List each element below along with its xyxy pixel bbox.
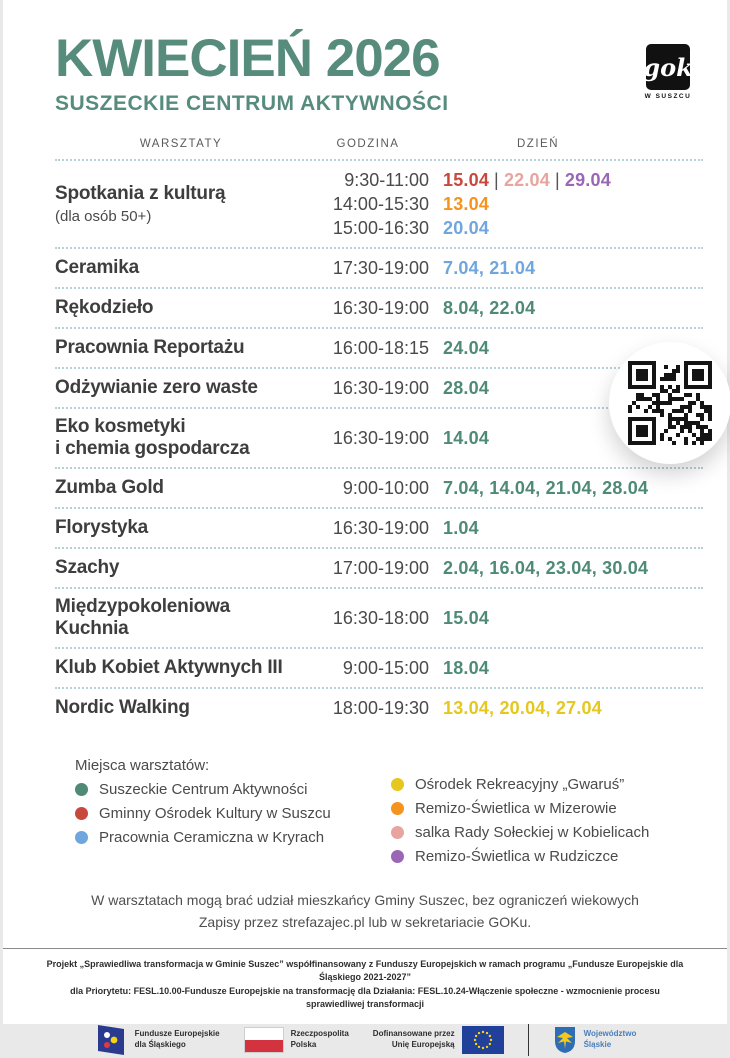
column-header-time: GODZINA: [336, 138, 400, 150]
location-color-dot: [75, 783, 88, 796]
workshop-time-cell: [307, 296, 429, 320]
workshop-time-cell: [307, 168, 429, 240]
workshop-name-cell: [55, 477, 307, 499]
info-line-2: Zapisy przez strefazajec.pl lub w sekretariacie GOKu.: [198, 913, 532, 930]
table-header-row: [55, 138, 703, 159]
workshop-name: Eko kosmetyki: [55, 416, 186, 437]
date-line: [443, 656, 703, 680]
workshop-name: Klub Kobiet Aktywnych III: [55, 657, 283, 679]
workshop-dates-cell: [429, 476, 703, 500]
workshop-name-cell: [55, 697, 307, 719]
date-value: 24.04: [443, 338, 490, 358]
workshop-dates-cell: [429, 606, 703, 630]
rzeczpospolita-polska-logo: [244, 1027, 349, 1053]
workshop-row: [55, 467, 703, 507]
legend-item-label: Suszeckie Centrum Aktywności: [99, 781, 308, 799]
date-value: 15.04: [443, 170, 490, 190]
workshop-row: [55, 247, 703, 287]
workshop-time-cell: [307, 516, 429, 540]
workshop-name-cell: [55, 657, 307, 679]
workshop-row: [55, 547, 703, 587]
wojewodztwo-slaskie-logo: [553, 1025, 637, 1055]
workshop-time-cell: [307, 696, 429, 720]
locations-legend: [3, 757, 727, 872]
poster: [3, 0, 727, 1049]
legend-item-label: Gminny Ośrodek Kultury w Suszcu: [99, 805, 331, 823]
workshop-row: [55, 159, 703, 247]
workshop-name: Szachy: [55, 557, 120, 579]
footer-divider: [3, 948, 727, 949]
workshop-name: Kuchnia: [55, 618, 129, 640]
workshop-time-cell: [307, 426, 429, 450]
column-header-workshops: WARSZTATY: [139, 138, 223, 150]
workshop-name: Międzypokoleniowa: [55, 596, 231, 618]
qr-code: [628, 361, 712, 445]
workshop-row: [55, 647, 703, 687]
workshop-name-cell: [55, 377, 307, 399]
legend-item-label: Pracownia Ceramiczna w Kryrach: [99, 829, 325, 847]
workshops-table-body: [55, 159, 703, 727]
date-line: [443, 216, 703, 240]
legend-item: [391, 776, 649, 793]
workshop-time-cell: [307, 256, 429, 280]
workshop-name-cell: [55, 337, 307, 359]
date-separator: |: [554, 170, 560, 190]
legend-title: Miejsca warsztatów:: [75, 757, 210, 775]
workshop-row: [55, 367, 703, 407]
date-value: 1.04: [443, 518, 479, 539]
time-value: 14:00-15:30: [332, 194, 429, 214]
silesia-crest-icon: [553, 1025, 577, 1055]
date-line: [443, 476, 703, 500]
unia-europejska-logo: [373, 1026, 504, 1054]
logos-divider: [528, 1024, 529, 1056]
workshop-name: Florystyka: [55, 517, 149, 539]
date-line: [443, 516, 703, 540]
gok-logo-box: [643, 44, 693, 90]
location-color-dot: [75, 831, 88, 844]
workshop-name: i chemia gospodarcza: [55, 438, 250, 460]
workshop-time-cell: [307, 376, 429, 400]
workshop-name-cell: [55, 297, 307, 319]
date-value: 13.04, 20.04, 27.04: [443, 698, 602, 719]
legend-item-label: salka Rady Sołeckiej w Kobielicach: [415, 824, 650, 842]
workshop-name: Nordic Walking: [55, 697, 190, 719]
workshop-name: Pracownia Reportażu: [55, 336, 245, 358]
date-value: 8.04, 22.04: [443, 298, 536, 318]
legend-left-items: [75, 781, 391, 846]
date-value: 29.04: [564, 170, 611, 190]
legend-item: [75, 829, 391, 846]
date-line: [443, 696, 703, 720]
column-header-day: DZIEŃ: [517, 138, 559, 150]
time-value: 17:00-19:00: [332, 558, 429, 579]
workshop-row: [55, 287, 703, 327]
date-line: [443, 296, 703, 320]
workshop-row: [55, 327, 703, 367]
workshop-dates-cell: [429, 168, 703, 240]
gok-logo: [643, 44, 693, 100]
workshop-time-cell: [307, 556, 429, 580]
workshop-row: [55, 687, 703, 727]
legend-right-items: [391, 769, 649, 872]
date-value: 18.04: [443, 658, 490, 679]
date-value: 13.04: [443, 194, 490, 214]
time-value: 16:30-19:00: [332, 378, 429, 398]
date-line: [443, 256, 703, 280]
workshop-name: Ceramika: [55, 256, 139, 278]
workshop-row: [55, 407, 703, 467]
time-value: 16:30-18:00: [332, 608, 429, 629]
workshop-name-cell: [55, 257, 307, 279]
gok-logo-text: gok: [643, 52, 693, 82]
pl-logo-label: Rzeczpospolita Polska: [290, 1028, 349, 1049]
workshop-row: [55, 587, 703, 647]
date-separator: |: [494, 170, 499, 190]
time-value: 18:00-19:30: [332, 698, 429, 719]
location-color-dot: [391, 826, 404, 839]
date-value: 22.04: [503, 170, 550, 190]
legend-item: [391, 824, 649, 841]
workshop-name-cell: [55, 557, 307, 579]
date-value: 7.04, 14.04, 21.04, 28.04: [443, 478, 649, 499]
workshop-name-cell: [55, 517, 307, 539]
workshop-time-cell: [307, 606, 429, 630]
date-line: [443, 168, 703, 192]
fe-flag-icon: [94, 1022, 128, 1058]
eu-logo-label: Dofinansowane przez Unię Europejską: [372, 1028, 455, 1049]
location-color-dot: [391, 778, 404, 791]
legend-item: [75, 805, 391, 822]
page-subtitle: SUSZECKIE CENTRUM AKTYWNOŚCI: [55, 92, 449, 115]
date-value: 15.04: [443, 608, 490, 629]
date-value: 7.04, 21.04: [443, 258, 536, 278]
legend-item-label: Remizo-Świetlica w Rudziczce: [415, 848, 619, 866]
fundusze-europejskie-logo: [94, 1022, 220, 1058]
project-line-1: Projekt „Sprawiedliwa transformacja w Gminie Suszec” współfinansowany z Funduszy Europejskich w ramach programu „Fundusze Europejskie dla Śląskiego 2021-2027”: [46, 958, 684, 982]
eu-flag-icon: [462, 1026, 504, 1054]
workshop-time-cell: [307, 476, 429, 500]
time-value: 16:30-19:00: [332, 298, 429, 318]
workshop-dates-cell: [429, 556, 703, 580]
location-color-dot: [391, 850, 404, 863]
gok-logo-caption: W SUSZCU: [644, 93, 692, 100]
workshop-row: [55, 507, 703, 547]
header: [3, 0, 727, 116]
legend-item: [75, 781, 391, 798]
page-title: KWIECIEŃ 2026: [55, 29, 440, 88]
workshop-subtitle: (dla osób 50+): [55, 207, 152, 225]
time-value: 9:00-10:00: [342, 478, 429, 499]
date-line: [443, 192, 703, 216]
workshop-dates-cell: [429, 696, 703, 720]
location-color-dot: [391, 802, 404, 815]
workshop-time-cell: [307, 656, 429, 680]
time-value: 16:00-18:15: [332, 338, 429, 358]
workshop-name: Spotkania z kulturą: [55, 183, 226, 205]
wsl-logo-label: Województwo Śląskie: [583, 1028, 637, 1049]
project-line-2: dla Priorytetu: FESL.10.00-Fundusze Europejskie na transformację dla Działania: FESL.10.24-Włączenie społeczne - wzmocnienie procesu sprawiedliwej transformacji: [70, 985, 660, 1009]
project-funding-text: [3, 958, 727, 1012]
time-value: 16:30-19:00: [332, 518, 429, 539]
info-text: [3, 890, 727, 933]
poland-flag-icon: [244, 1027, 284, 1053]
workshop-dates-cell: [429, 256, 703, 280]
workshop-dates-cell: [429, 516, 703, 540]
footer-logos: [3, 1022, 727, 1058]
date-line: [443, 556, 703, 580]
workshop-name: Odżywianie zero waste: [55, 376, 258, 398]
date-value: 28.04: [443, 378, 490, 398]
workshop-dates-cell: [429, 656, 703, 680]
legend-item: [391, 848, 649, 865]
time-value: 9:30-11:00: [344, 170, 429, 190]
workshop-dates-cell: [429, 296, 703, 320]
fe-logo-label: Fundusze Europejskie dla Śląskiego: [134, 1028, 220, 1049]
date-value: 14.04: [443, 428, 490, 449]
legend-item-label: Ośrodek Rekreacyjny „Gwaruś”: [415, 776, 625, 794]
workshop-name: Zumba Gold: [55, 477, 164, 499]
date-line: [443, 606, 703, 630]
time-value: 17:30-19:00: [332, 258, 429, 278]
time-value: 9:00-15:00: [342, 658, 429, 679]
legend-item-label: Remizo-Świetlica w Mizerowie: [415, 800, 617, 818]
location-color-dot: [75, 807, 88, 820]
workshop-time-cell: [307, 336, 429, 360]
time-value: 16:30-19:00: [332, 428, 429, 449]
workshop-name: Rękodzieło: [55, 296, 154, 318]
date-value: 20.04: [443, 218, 490, 238]
workshop-name-cell: [55, 416, 307, 460]
legend-left-column: [75, 757, 391, 872]
qr-code-badge: [609, 342, 730, 464]
legend-item: [391, 800, 649, 817]
workshop-name-cell: [55, 596, 307, 640]
time-value: 15:00-16:30: [332, 218, 429, 238]
info-line-1: W warsztatach mogą brać udział mieszkańcy Gminy Suszec, bez ograniczeń wiekowych: [91, 892, 639, 909]
date-value: 2.04, 16.04, 23.04, 30.04: [443, 558, 649, 579]
workshop-name-cell: [55, 183, 307, 224]
